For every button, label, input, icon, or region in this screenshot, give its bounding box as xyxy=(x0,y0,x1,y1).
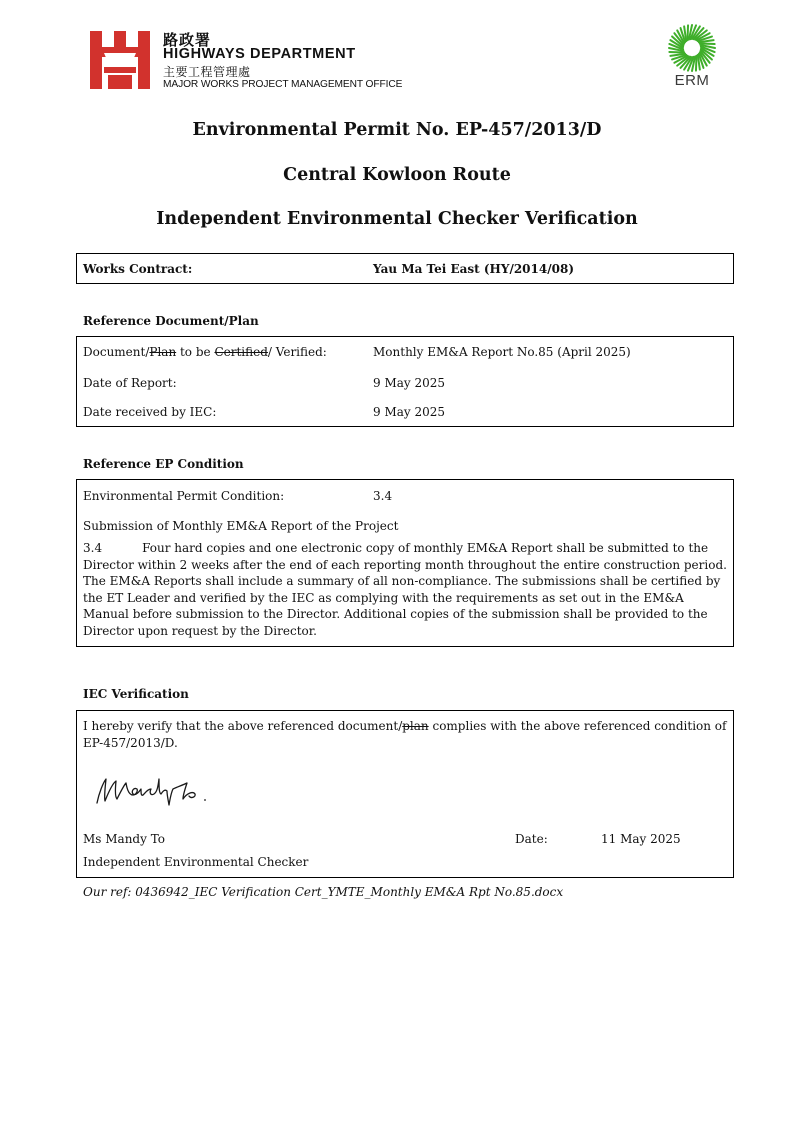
dept-name-chinese: 路政署 xyxy=(163,31,212,49)
verification-date-value: 11 May 2025 xyxy=(601,832,681,846)
permit-title: Environmental Permit No. EP-457/2013/D xyxy=(192,120,602,140)
highways-department-logo xyxy=(90,31,150,89)
works-contract-label: Works Contract: xyxy=(83,262,193,276)
erm-ray xyxy=(696,56,697,71)
document-label: Document/Plan to be Certified/ Verified: xyxy=(83,345,327,359)
signature-image xyxy=(91,765,221,811)
received-date-value: 9 May 2025 xyxy=(373,405,446,419)
erm-ray xyxy=(688,25,689,40)
submission-title: Submission of Monthly EM&A Report of the Project xyxy=(83,519,399,533)
document-value: Monthly EM&A Report No.85 (April 2025) xyxy=(373,345,631,359)
works-contract-box xyxy=(76,253,734,284)
route-title: Central Kowloon Route xyxy=(283,165,511,185)
iec-verification-box xyxy=(76,710,734,878)
erm-ray xyxy=(669,52,684,53)
clause-paragraph xyxy=(83,540,731,640)
report-date-value: 9 May 2025 xyxy=(373,376,446,390)
received-date-label: Date received by IEC: xyxy=(83,405,217,419)
erm-label: ERM xyxy=(674,72,710,89)
verification-statement: I hereby verify that the above referenced document/plan complies with the above referenced condition of EP-457/2013/D. xyxy=(83,719,727,750)
erm-burst-logo xyxy=(666,22,718,74)
office-name-chinese: 主要工程管理處 xyxy=(163,65,251,79)
reference-document-box xyxy=(76,336,734,427)
office-name-english: MAJOR WORKS PROJECT MANAGEMENT OFFICE xyxy=(163,79,403,90)
clause-number: 3.4 xyxy=(83,541,103,555)
verifier-name: Ms Mandy To xyxy=(83,832,166,846)
ep-condition-label: Environmental Permit Condition: xyxy=(83,489,285,503)
reference-ep-heading: Reference EP Condition xyxy=(83,457,244,471)
clause-text: Four hard copies and one electronic copy of monthly EM&A Report shall be submitted to the Director within 2 weeks after the end of each reporting month throughout the entire construction period. The EM&A Reports shall include a summary of all non-compliance. The submissions shall be certified by the ET Leader and verified by the IEC as complying with the requirements as set out in the EM&A Manual before submission to the Director. Additional copies of the submission shall be provided to the Director upon request by the Director. xyxy=(83,541,727,638)
reference-document-heading: Reference Document/Plan xyxy=(83,314,259,328)
verification-title: Independent Environmental Checker Verification xyxy=(156,209,638,229)
report-date-label: Date of Report: xyxy=(83,376,177,390)
file-reference: Our ref: 0436942_IEC Verification Cert_YMTE_Monthly EM&A Rpt No.85.docx xyxy=(83,885,564,899)
ep-condition-value: 3.4 xyxy=(373,489,393,503)
iec-verification-heading: IEC Verification xyxy=(83,687,189,701)
verification-date-label: Date: xyxy=(515,832,548,846)
reference-ep-box xyxy=(76,479,734,647)
works-contract-value: Yau Ma Tei East (HY/2014/08) xyxy=(373,262,574,276)
dept-name-english: HIGHWAYS DEPARTMENT xyxy=(163,46,356,62)
erm-ray xyxy=(700,44,715,45)
verifier-role: Independent Environmental Checker xyxy=(83,855,309,869)
